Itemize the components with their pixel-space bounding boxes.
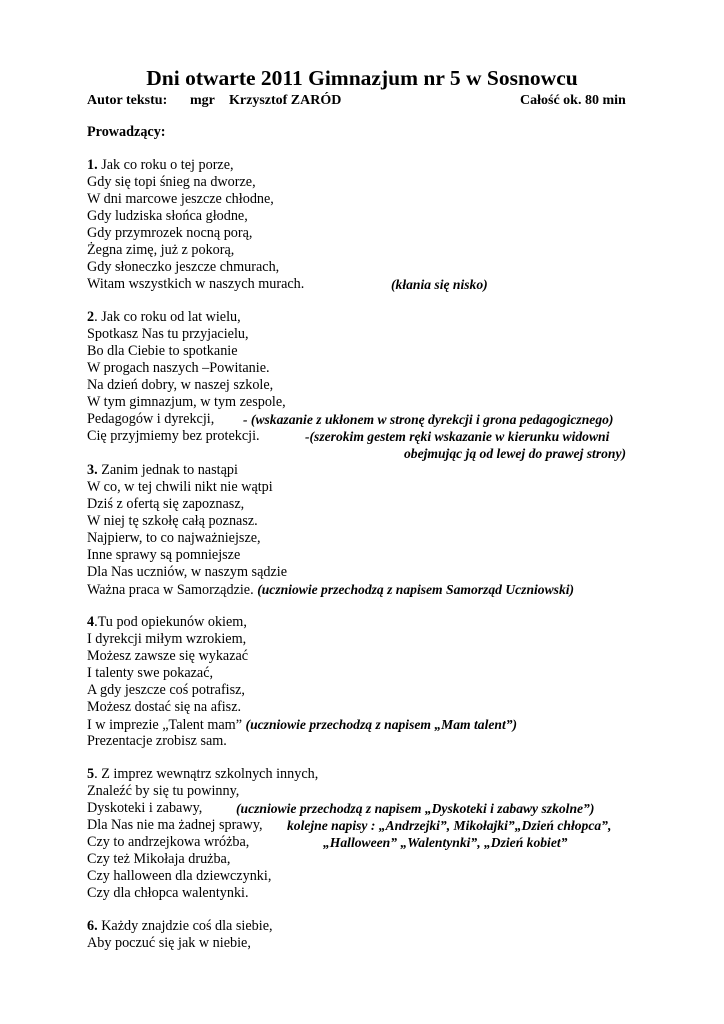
stanza-number: 3.	[87, 462, 98, 478]
stanza-number: 1.	[87, 157, 98, 173]
stage-direction: (kłania się nisko)	[391, 277, 488, 292]
stanza-line: I w imprezie „Talent mam” (uczniowie przechodzą z napisem „Mam talent”)	[87, 717, 518, 733]
stanza-line: Gdy słoneczko jeszcze chmurach,	[87, 259, 280, 275]
stanza-line: Dla Nas nie ma żadnej sprawy,	[87, 817, 263, 833]
stanza-line: Możesz dostać się na afisz.	[87, 699, 242, 715]
stage-direction: - (wskazanie z ukłonem w stronę dyrekcji i grona pedagogicznego)	[243, 412, 614, 427]
stanza-line: Dziś z ofertą się zapoznasz,	[87, 496, 245, 512]
author-name: Krzysztof ZARÓD	[229, 93, 342, 108]
stanza-line: Czy to andrzejkowa wróżba,	[87, 834, 250, 850]
stanza-line: Najpierw, to co najważniejsze,	[87, 530, 261, 546]
role-heading: Prowadzący:	[87, 124, 166, 140]
stanza-line: W dni marcowe jeszcze chłodne,	[87, 191, 274, 207]
stanza-line: Czy halloween dla dziewczynki,	[87, 868, 272, 884]
stanza-line: W progach naszych –Powitanie.	[87, 360, 270, 376]
stanza-line: Pedagogów i dyrekcji,	[87, 411, 215, 427]
stanza-line: Aby poczuć się jak w niebie,	[87, 935, 251, 951]
stanza-line: Cię przyjmiemy bez protekcji.	[87, 428, 260, 444]
stanza-number: 4	[87, 614, 95, 630]
stanza-line: W niej tę szkołę całą poznasz.	[87, 513, 258, 529]
stage-direction: (uczniowie przechodzą z napisem „Mam talent”)	[245, 717, 518, 732]
stanza-5-line-1: 5. Z imprez wewnątrz szkolnych innych,	[87, 766, 319, 782]
author-label: Autor tekstu:	[87, 93, 168, 108]
stanza-line: Możesz zawsze się wykazać	[87, 648, 249, 664]
stanza-line: Gdy ludziska słońca głodne,	[87, 208, 248, 224]
stanza-line: Bo dla Ciebie to spotkanie	[87, 343, 238, 359]
page-title: Dni otwarte 2011 Gimnazjum nr 5 w Sosnowcu	[146, 66, 578, 90]
stanza-line: Inne sprawy są pomniejsze	[87, 547, 241, 563]
stanza-3-line-1: 3. Zanim jednak to nastąpi	[87, 462, 238, 478]
stanza-line: Czy też Mikołaja drużba,	[87, 851, 231, 867]
stanza-line: Gdy przymrozek nocną porą,	[87, 225, 253, 241]
stanza-line: Znaleźć by się tu powinny,	[87, 783, 240, 799]
stanza-line: I dyrekcji miłym wzrokiem,	[87, 631, 247, 647]
stanza-4-line-1: 4.Tu pod opiekunów okiem,	[87, 614, 247, 630]
stanza-2-line-1: 2. Jak co roku od lat wielu,	[87, 309, 241, 325]
stanza-1-line-1: 1. Jak co roku o tej porze,	[87, 157, 234, 173]
stanza-6-line-1: 6. Każdy znajdzie coś dla siebie,	[87, 918, 273, 934]
stanza-line: Dla Nas uczniów, w naszym sądzie	[87, 564, 288, 580]
stage-direction: (uczniowie przechodzą z napisem „Dyskoteki i zabawy szkolne”)	[236, 801, 595, 816]
stanza-line: Prezentacje zrobisz sam.	[87, 733, 227, 749]
stanza-number: 5	[87, 766, 95, 782]
stage-direction: „Halloween” „Walentynki”, „Dzień kobiet”	[323, 835, 568, 850]
stage-direction: -(szerokim gestem ręki wskazanie w kierunku widowni	[305, 429, 610, 444]
stanza-line: Żegna zimę, już z pokorą,	[87, 242, 235, 258]
duration: Całość ok. 80 min	[520, 93, 626, 108]
stage-direction: (uczniowie przechodzą z napisem Samorząd Uczniowski)	[257, 582, 575, 597]
stanza-line: Na dzień dobry, w naszej szkole,	[87, 377, 274, 393]
author-title: mgr	[190, 93, 215, 108]
stanza-line: Czy dla chłopca walentynki.	[87, 885, 249, 901]
stanza-line: Witam wszystkich w naszych murach.	[87, 276, 305, 292]
stanza-line: W co, w tej chwili nikt nie wątpi	[87, 479, 273, 495]
stanza-number: 2	[87, 309, 95, 325]
stanza-line: A gdy jeszcze coś potrafisz,	[87, 682, 245, 698]
stanza-line: I talenty swe pokazać,	[87, 665, 214, 681]
stanza-line: W tym gimnazjum, w tym zespole,	[87, 394, 286, 410]
stanza-line: Dyskoteki i zabawy,	[87, 800, 203, 816]
stanza-line: Ważna praca w Samorządzie. (uczniowie przechodzą z napisem Samorząd Uczniowski)	[87, 582, 575, 598]
stage-direction: kolejne napisy : „Andrzejki”, Mikołajki”„Dzień chłopca”,	[287, 818, 612, 833]
stanza-line: Gdy się topi śnieg na dworze,	[87, 174, 256, 190]
stage-direction: obejmując ją od lewej do prawej strony)	[404, 446, 627, 461]
stanza-line: Spotkasz Nas tu przyjacielu,	[87, 326, 249, 342]
stanza-number: 6.	[87, 918, 98, 934]
